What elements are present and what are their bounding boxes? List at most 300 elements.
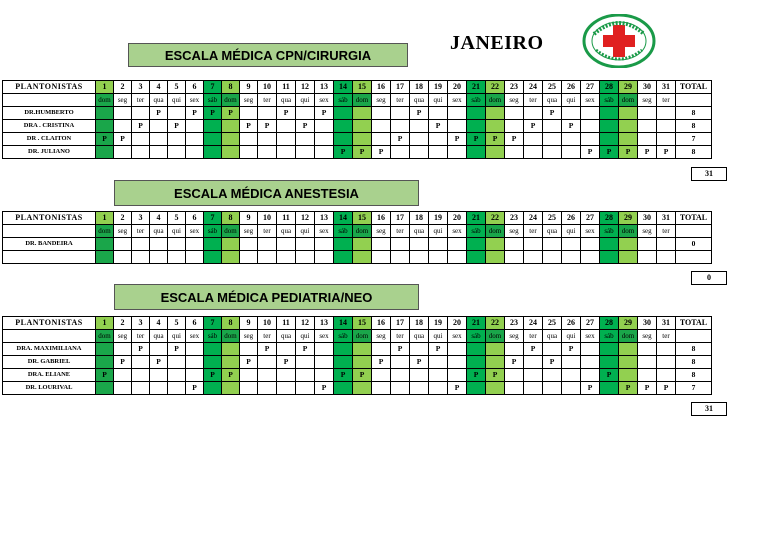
shift-cell[interactable] (581, 238, 600, 251)
shift-cell[interactable] (240, 107, 258, 120)
shift-cell[interactable] (657, 343, 676, 356)
shift-cell[interactable] (96, 356, 114, 369)
shift-cell[interactable] (132, 133, 150, 146)
shift-cell[interactable] (600, 343, 619, 356)
shift-cell[interactable] (600, 107, 619, 120)
shift-cell[interactable]: P (391, 133, 410, 146)
shift-cell[interactable] (186, 133, 204, 146)
shift-cell[interactable] (619, 251, 638, 264)
shift-cell[interactable] (410, 251, 429, 264)
shift-cell[interactable] (258, 356, 277, 369)
shift-cell[interactable]: P (543, 356, 562, 369)
shift-cell[interactable] (467, 356, 486, 369)
shift-cell[interactable] (486, 120, 505, 133)
shift-cell[interactable] (277, 369, 296, 382)
shift-cell[interactable] (277, 120, 296, 133)
shift-cell[interactable] (619, 356, 638, 369)
shift-cell[interactable] (240, 251, 258, 264)
shift-cell[interactable]: P (410, 356, 429, 369)
shift-cell[interactable] (619, 343, 638, 356)
shift-cell[interactable] (353, 238, 372, 251)
shift-cell[interactable]: P (638, 146, 657, 159)
shift-cell[interactable] (581, 120, 600, 133)
shift-cell[interactable]: P (372, 146, 391, 159)
shift-cell[interactable] (277, 251, 296, 264)
shift-cell[interactable] (581, 356, 600, 369)
shift-cell[interactable] (581, 343, 600, 356)
shift-cell[interactable] (429, 146, 448, 159)
shift-cell[interactable] (315, 369, 334, 382)
shift-cell[interactable]: P (96, 133, 114, 146)
shift-cell[interactable] (132, 251, 150, 264)
shift-cell[interactable] (562, 382, 581, 395)
shift-cell[interactable] (150, 343, 168, 356)
shift-cell[interactable] (467, 146, 486, 159)
shift-cell[interactable]: P (258, 343, 277, 356)
shift-cell[interactable] (186, 251, 204, 264)
shift-cell[interactable]: P (186, 107, 204, 120)
shift-cell[interactable] (222, 120, 240, 133)
shift-cell[interactable] (114, 343, 132, 356)
shift-cell[interactable] (562, 107, 581, 120)
shift-cell[interactable] (96, 382, 114, 395)
shift-cell[interactable]: P (562, 120, 581, 133)
shift-cell[interactable] (240, 146, 258, 159)
shift-cell[interactable] (96, 120, 114, 133)
shift-cell[interactable] (391, 146, 410, 159)
shift-cell[interactable] (410, 238, 429, 251)
shift-cell[interactable] (186, 343, 204, 356)
shift-cell[interactable] (638, 133, 657, 146)
shift-cell[interactable] (448, 120, 467, 133)
shift-cell[interactable]: P (296, 343, 315, 356)
shift-cell[interactable] (96, 146, 114, 159)
shift-cell[interactable] (524, 238, 543, 251)
shift-cell[interactable]: P (505, 133, 524, 146)
shift-cell[interactable] (277, 382, 296, 395)
shift-cell[interactable] (240, 133, 258, 146)
shift-cell[interactable] (132, 238, 150, 251)
shift-cell[interactable] (391, 107, 410, 120)
shift-cell[interactable] (524, 382, 543, 395)
shift-cell[interactable] (334, 356, 353, 369)
shift-cell[interactable] (168, 369, 186, 382)
shift-cell[interactable] (410, 133, 429, 146)
shift-cell[interactable] (277, 343, 296, 356)
shift-cell[interactable]: P (240, 356, 258, 369)
shift-cell[interactable]: P (315, 382, 334, 395)
shift-cell[interactable]: P (524, 343, 543, 356)
shift-cell[interactable] (657, 369, 676, 382)
shift-cell[interactable] (353, 382, 372, 395)
shift-cell[interactable] (638, 251, 657, 264)
shift-cell[interactable] (581, 133, 600, 146)
shift-cell[interactable] (222, 382, 240, 395)
shift-cell[interactable] (619, 238, 638, 251)
shift-cell[interactable] (114, 238, 132, 251)
shift-cell[interactable] (114, 107, 132, 120)
shift-cell[interactable] (315, 120, 334, 133)
shift-cell[interactable]: P (168, 343, 186, 356)
shift-cell[interactable] (96, 238, 114, 251)
shift-cell[interactable] (467, 120, 486, 133)
shift-cell[interactable] (240, 238, 258, 251)
shift-cell[interactable]: P (486, 369, 505, 382)
shift-cell[interactable] (204, 120, 222, 133)
shift-cell[interactable] (410, 343, 429, 356)
shift-cell[interactable] (204, 238, 222, 251)
shift-cell[interactable] (96, 107, 114, 120)
shift-cell[interactable] (391, 238, 410, 251)
shift-cell[interactable] (186, 369, 204, 382)
shift-cell[interactable] (448, 146, 467, 159)
shift-cell[interactable] (114, 369, 132, 382)
shift-cell[interactable] (296, 146, 315, 159)
shift-cell[interactable] (372, 120, 391, 133)
shift-cell[interactable]: P (277, 107, 296, 120)
shift-cell[interactable] (467, 107, 486, 120)
shift-cell[interactable] (562, 369, 581, 382)
shift-cell[interactable] (448, 251, 467, 264)
shift-cell[interactable] (467, 343, 486, 356)
shift-cell[interactable] (296, 251, 315, 264)
shift-cell[interactable] (657, 107, 676, 120)
shift-cell[interactable]: P (638, 382, 657, 395)
shift-cell[interactable] (132, 369, 150, 382)
shift-cell[interactable] (581, 251, 600, 264)
shift-cell[interactable] (334, 382, 353, 395)
shift-cell[interactable]: P (600, 369, 619, 382)
shift-cell[interactable]: P (222, 369, 240, 382)
shift-cell[interactable] (114, 382, 132, 395)
shift-cell[interactable] (334, 238, 353, 251)
shift-cell[interactable] (168, 146, 186, 159)
shift-cell[interactable] (524, 146, 543, 159)
shift-cell[interactable] (638, 356, 657, 369)
shift-cell[interactable] (240, 382, 258, 395)
shift-cell[interactable] (467, 382, 486, 395)
shift-cell[interactable] (391, 382, 410, 395)
shift-cell[interactable] (222, 146, 240, 159)
shift-cell[interactable] (315, 238, 334, 251)
shift-cell[interactable] (505, 369, 524, 382)
shift-cell[interactable]: P (186, 382, 204, 395)
shift-cell[interactable] (168, 238, 186, 251)
shift-cell[interactable] (186, 120, 204, 133)
shift-cell[interactable] (186, 238, 204, 251)
shift-cell[interactable] (581, 107, 600, 120)
shift-cell[interactable] (543, 343, 562, 356)
shift-cell[interactable] (619, 120, 638, 133)
shift-cell[interactable]: P (600, 146, 619, 159)
shift-cell[interactable] (204, 356, 222, 369)
shift-cell[interactable] (150, 369, 168, 382)
shift-cell[interactable] (657, 238, 676, 251)
shift-cell[interactable]: P (391, 343, 410, 356)
shift-cell[interactable] (353, 120, 372, 133)
shift-cell[interactable] (150, 133, 168, 146)
shift-cell[interactable] (296, 238, 315, 251)
shift-cell[interactable] (186, 356, 204, 369)
shift-cell[interactable] (429, 238, 448, 251)
shift-cell[interactable] (391, 251, 410, 264)
shift-cell[interactable] (277, 146, 296, 159)
shift-cell[interactable] (410, 120, 429, 133)
shift-cell[interactable] (150, 382, 168, 395)
shift-cell[interactable] (429, 369, 448, 382)
shift-cell[interactable] (600, 238, 619, 251)
shift-cell[interactable] (391, 120, 410, 133)
shift-cell[interactable] (334, 343, 353, 356)
shift-cell[interactable] (638, 343, 657, 356)
shift-cell[interactable] (168, 382, 186, 395)
shift-cell[interactable] (204, 251, 222, 264)
shift-cell[interactable] (562, 356, 581, 369)
shift-cell[interactable]: P (486, 133, 505, 146)
shift-cell[interactable] (315, 146, 334, 159)
shift-cell[interactable] (467, 238, 486, 251)
shift-cell[interactable] (429, 251, 448, 264)
shift-cell[interactable] (429, 107, 448, 120)
shift-cell[interactable] (296, 382, 315, 395)
shift-cell[interactable] (204, 343, 222, 356)
shift-cell[interactable] (372, 369, 391, 382)
shift-cell[interactable] (448, 343, 467, 356)
shift-cell[interactable]: P (132, 343, 150, 356)
shift-cell[interactable] (96, 251, 114, 264)
shift-cell[interactable] (150, 238, 168, 251)
shift-cell[interactable] (132, 356, 150, 369)
shift-cell[interactable]: P (429, 120, 448, 133)
shift-cell[interactable] (638, 238, 657, 251)
shift-cell[interactable] (581, 369, 600, 382)
shift-cell[interactable] (277, 133, 296, 146)
shift-cell[interactable]: P (467, 369, 486, 382)
shift-cell[interactable] (391, 369, 410, 382)
shift-cell[interactable] (353, 133, 372, 146)
shift-cell[interactable] (486, 343, 505, 356)
shift-cell[interactable] (277, 238, 296, 251)
shift-cell[interactable] (505, 382, 524, 395)
shift-cell[interactable]: P (114, 133, 132, 146)
shift-cell[interactable] (619, 369, 638, 382)
shift-cell[interactable]: P (222, 107, 240, 120)
shift-cell[interactable] (562, 238, 581, 251)
shift-cell[interactable]: P (150, 356, 168, 369)
shift-cell[interactable] (429, 133, 448, 146)
shift-cell[interactable] (410, 369, 429, 382)
shift-cell[interactable] (150, 251, 168, 264)
shift-cell[interactable] (204, 133, 222, 146)
shift-cell[interactable] (543, 251, 562, 264)
shift-cell[interactable] (486, 251, 505, 264)
shift-cell[interactable] (429, 382, 448, 395)
shift-cell[interactable] (296, 369, 315, 382)
shift-cell[interactable] (353, 343, 372, 356)
shift-cell[interactable]: P (581, 146, 600, 159)
shift-cell[interactable]: P (334, 146, 353, 159)
shift-cell[interactable] (505, 343, 524, 356)
shift-cell[interactable] (486, 238, 505, 251)
shift-cell[interactable] (258, 146, 277, 159)
shift-cell[interactable] (562, 146, 581, 159)
shift-cell[interactable] (619, 133, 638, 146)
shift-cell[interactable] (372, 133, 391, 146)
shift-cell[interactable]: P (353, 369, 372, 382)
shift-cell[interactable]: P (581, 382, 600, 395)
shift-cell[interactable] (505, 120, 524, 133)
shift-cell[interactable] (296, 356, 315, 369)
shift-cell[interactable]: P (543, 107, 562, 120)
shift-cell[interactable] (315, 343, 334, 356)
shift-cell[interactable]: P (315, 107, 334, 120)
shift-cell[interactable] (543, 238, 562, 251)
shift-cell[interactable] (372, 238, 391, 251)
shift-cell[interactable]: P (240, 120, 258, 133)
shift-cell[interactable] (258, 369, 277, 382)
shift-cell[interactable] (258, 133, 277, 146)
shift-cell[interactable] (334, 120, 353, 133)
shift-cell[interactable]: P (296, 120, 315, 133)
shift-cell[interactable]: P (96, 369, 114, 382)
shift-cell[interactable] (353, 251, 372, 264)
shift-cell[interactable] (562, 133, 581, 146)
shift-cell[interactable] (315, 133, 334, 146)
shift-cell[interactable] (204, 382, 222, 395)
shift-cell[interactable] (240, 369, 258, 382)
shift-cell[interactable] (372, 343, 391, 356)
shift-cell[interactable] (448, 107, 467, 120)
shift-cell[interactable] (657, 251, 676, 264)
shift-cell[interactable]: P (132, 120, 150, 133)
shift-cell[interactable] (638, 107, 657, 120)
shift-cell[interactable]: P (448, 133, 467, 146)
shift-cell[interactable] (657, 356, 676, 369)
shift-cell[interactable] (486, 382, 505, 395)
shift-cell[interactable] (353, 356, 372, 369)
shift-cell[interactable] (114, 146, 132, 159)
shift-cell[interactable]: P (150, 107, 168, 120)
shift-cell[interactable]: P (562, 343, 581, 356)
shift-cell[interactable] (168, 356, 186, 369)
shift-cell[interactable]: P (467, 133, 486, 146)
shift-cell[interactable] (448, 356, 467, 369)
shift-cell[interactable] (543, 382, 562, 395)
shift-cell[interactable]: P (657, 382, 676, 395)
shift-cell[interactable] (505, 107, 524, 120)
shift-cell[interactable] (222, 251, 240, 264)
shift-cell[interactable] (505, 146, 524, 159)
shift-cell[interactable] (372, 251, 391, 264)
shift-cell[interactable]: P (277, 356, 296, 369)
shift-cell[interactable] (132, 382, 150, 395)
shift-cell[interactable] (524, 251, 543, 264)
shift-cell[interactable]: P (353, 146, 372, 159)
shift-cell[interactable] (486, 107, 505, 120)
shift-cell[interactable] (410, 146, 429, 159)
shift-cell[interactable]: P (204, 107, 222, 120)
shift-cell[interactable] (448, 369, 467, 382)
shift-cell[interactable] (543, 120, 562, 133)
shift-cell[interactable] (524, 369, 543, 382)
shift-cell[interactable] (657, 120, 676, 133)
shift-cell[interactable]: P (619, 146, 638, 159)
shift-cell[interactable] (467, 251, 486, 264)
shift-cell[interactable] (114, 251, 132, 264)
shift-cell[interactable] (334, 251, 353, 264)
shift-cell[interactable] (429, 356, 448, 369)
shift-cell[interactable]: P (619, 382, 638, 395)
shift-cell[interactable] (600, 120, 619, 133)
shift-cell[interactable] (543, 146, 562, 159)
shift-cell[interactable]: P (114, 356, 132, 369)
shift-cell[interactable] (168, 107, 186, 120)
shift-cell[interactable] (391, 356, 410, 369)
shift-cell[interactable] (296, 133, 315, 146)
shift-cell[interactable] (600, 251, 619, 264)
shift-cell[interactable] (132, 107, 150, 120)
shift-cell[interactable] (168, 251, 186, 264)
shift-cell[interactable] (486, 356, 505, 369)
shift-cell[interactable] (638, 120, 657, 133)
shift-cell[interactable] (505, 238, 524, 251)
shift-cell[interactable] (334, 107, 353, 120)
shift-cell[interactable]: P (524, 120, 543, 133)
shift-cell[interactable]: P (429, 343, 448, 356)
shift-cell[interactable]: P (372, 356, 391, 369)
shift-cell[interactable] (638, 369, 657, 382)
shift-cell[interactable] (619, 107, 638, 120)
shift-cell[interactable] (96, 343, 114, 356)
shift-cell[interactable]: P (657, 146, 676, 159)
shift-cell[interactable] (222, 356, 240, 369)
shift-cell[interactable]: P (258, 120, 277, 133)
shift-cell[interactable] (600, 133, 619, 146)
shift-cell[interactable] (524, 356, 543, 369)
shift-cell[interactable]: P (505, 356, 524, 369)
shift-cell[interactable] (258, 107, 277, 120)
shift-cell[interactable] (222, 343, 240, 356)
shift-cell[interactable] (168, 133, 186, 146)
shift-cell[interactable] (240, 343, 258, 356)
shift-cell[interactable] (222, 133, 240, 146)
shift-cell[interactable] (562, 251, 581, 264)
shift-cell[interactable] (372, 107, 391, 120)
shift-cell[interactable]: P (448, 382, 467, 395)
shift-cell[interactable] (353, 107, 372, 120)
shift-cell[interactable] (372, 382, 391, 395)
shift-cell[interactable] (296, 107, 315, 120)
shift-cell[interactable]: P (334, 369, 353, 382)
shift-cell[interactable] (315, 251, 334, 264)
shift-cell[interactable] (448, 238, 467, 251)
shift-cell[interactable] (204, 146, 222, 159)
shift-cell[interactable] (132, 146, 150, 159)
shift-cell[interactable] (600, 382, 619, 395)
shift-cell[interactable] (505, 251, 524, 264)
shift-cell[interactable] (543, 369, 562, 382)
shift-cell[interactable]: P (168, 120, 186, 133)
shift-cell[interactable] (486, 146, 505, 159)
shift-cell[interactable] (186, 146, 204, 159)
shift-cell[interactable] (150, 120, 168, 133)
shift-cell[interactable] (543, 133, 562, 146)
shift-cell[interactable] (258, 238, 277, 251)
shift-cell[interactable] (258, 382, 277, 395)
shift-cell[interactable] (334, 133, 353, 146)
shift-cell[interactable] (114, 120, 132, 133)
shift-cell[interactable]: P (410, 107, 429, 120)
